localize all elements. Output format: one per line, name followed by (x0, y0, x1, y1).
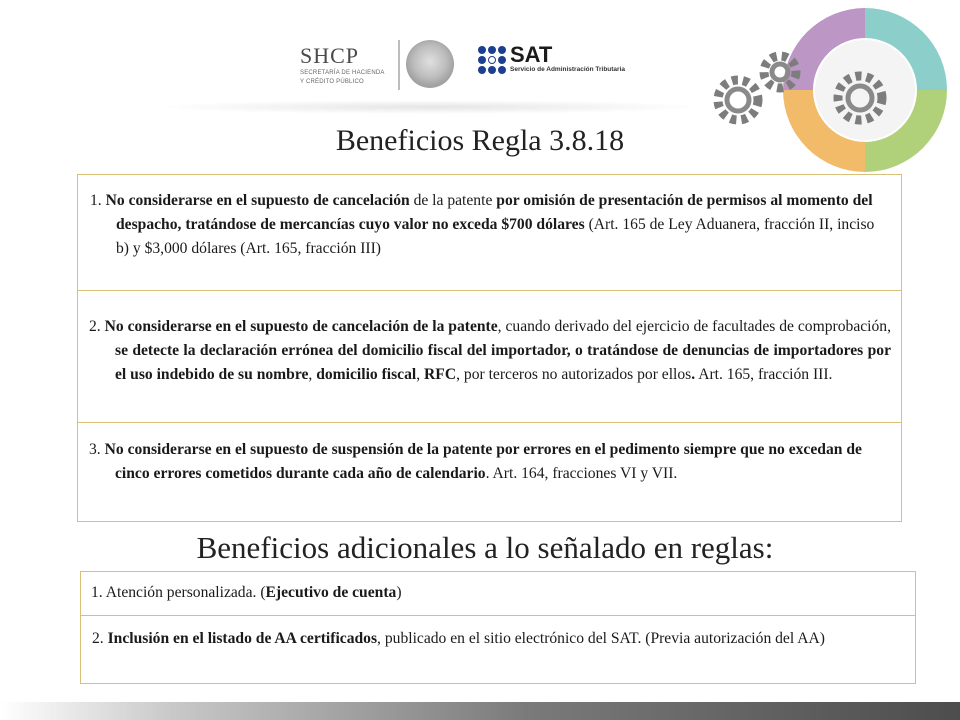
benefit-3-reference: . Art. 164, fracciones VI y VII. (485, 465, 678, 482)
additional-2-text: , publicado en el sitio electrónico del SAT. (Previa autorización del AA) (377, 630, 825, 647)
benefit-2-period: . (691, 366, 696, 383)
benefit-item-1 (78, 175, 901, 290)
additional-benefits-title: Beneficios adicionales a lo señalado en reglas: (196, 530, 774, 565)
benefit-2-number: 2. (89, 318, 101, 335)
benefit-2-comma-1: , (308, 366, 317, 383)
shcp-logo-text: SHCP (300, 43, 360, 68)
additional-1-number: 1. (91, 584, 103, 601)
page-title: Beneficios Regla 3.8.18 (335, 124, 625, 157)
benefit-2-rfc: RFC (424, 366, 457, 383)
sat-logo (510, 44, 625, 74)
benefit-1-reference: (Art. 165 de Ley Aduanera, fracción II, inciso b) y $3,000 dólares (Art. 165, fracción III) (116, 216, 875, 257)
header-shadow (150, 100, 710, 114)
additional-2-text-bold: Inclusión en el listado de AA certificados (107, 630, 378, 647)
benefit-2-domicilio: domicilio fiscal (316, 366, 417, 383)
benefit-2-comma-2: , (416, 366, 425, 383)
shcp-logo (300, 44, 390, 94)
shcp-subtitle-1: SECRETARÍA DE HACIENDA (300, 70, 385, 76)
additional-1-text: Atención personalizada. ( (102, 584, 266, 601)
benefit-2-text-bold-2: se detecte la declaración errónea del domicilio fiscal del importador, o tratándose de denuncias de importadores por el uso indebido de su nombre (115, 342, 891, 383)
benefit-item-3 (78, 422, 901, 522)
additional-1-text-bold: Ejecutivo de cuenta (265, 584, 397, 601)
benefit-item-2 (78, 290, 901, 423)
benefit-3-number: 3. (89, 441, 101, 458)
benefits-box (77, 174, 902, 522)
sat-logo-text: SAT (510, 42, 553, 67)
additional-item-2 (81, 615, 915, 684)
benefit-3-text-bold: No considerarse en el supuesto de suspensión de la patente por errores en el pedimento siempre que no excedan de cinco errores cometidos durante cada año de calendario (104, 441, 862, 482)
benefit-1-text-bold-2: por omisión de presentación de permisos al momento del despacho, tratándose de mercancías cuyo valor no exceda $700 dólares (116, 192, 873, 233)
shcp-subtitle-2: Y CRÉDITO PÚBLICO (300, 79, 364, 85)
logo-divider (398, 40, 400, 90)
sat-logo-icon (478, 46, 506, 74)
gears-icon (700, 0, 960, 200)
benefit-2-reference: Art. 165, fracción III. (695, 366, 833, 383)
benefit-2-text-bold: No considerarse en el supuesto de cancelación de la patente (104, 318, 498, 335)
additional-1-close: ) (396, 584, 402, 601)
additional-benefits-box (80, 571, 916, 684)
benefit-1-number: 1. (90, 192, 102, 209)
footer-gradient-bar (0, 702, 960, 720)
benefit-2-text: , cuando derivado del ejercicio de facultades de comprobación, (497, 318, 891, 335)
benefit-2-text-2: , por terceros no autorizados por ellos (456, 366, 692, 383)
additional-2-number: 2. (92, 630, 104, 647)
sat-subtitle: Servicio de Administración Tributaria (510, 66, 625, 73)
benefit-1-text-bold: No considerarse en el supuesto de cancelación (105, 192, 410, 209)
additional-item-1 (81, 572, 915, 615)
eagle-seal-icon (406, 40, 454, 88)
benefit-1-text: de la patente (409, 192, 497, 209)
